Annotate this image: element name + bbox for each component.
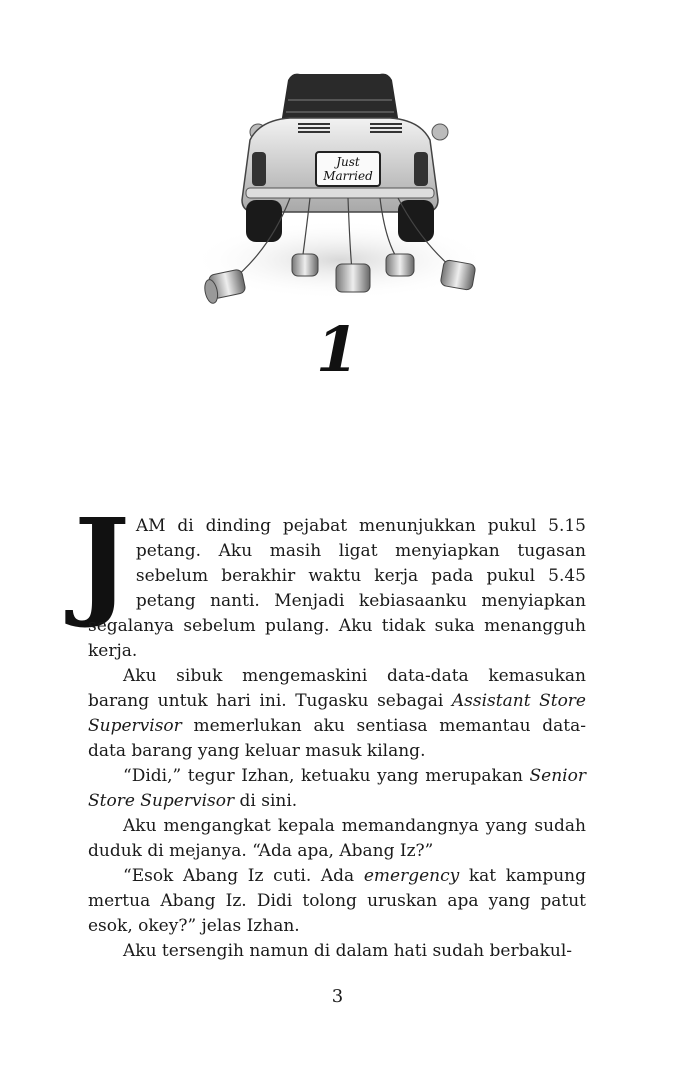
paragraph-2-text-b: memerlukan aku sentiasa memantau data-data barang yang keluar masuk kilang. [88,716,586,761]
paragraph-5-italic: emergency [363,866,460,886]
paragraph-3-text-a: “Didi,” tegur Izhan, ketuaku yang merupakan [123,766,530,786]
plate-text-line1: Just [336,155,360,169]
paragraph-3-text-b: di sini. [234,791,298,811]
just-married-car-illustration [180,60,500,320]
paragraph-5-text-a: “Esok Abang Iz cuti. Ada [123,866,364,886]
paragraph-6: Aku tersengih namun di dalam hati sudah berbakul- [123,941,573,961]
paragraph-3 [88,764,586,814]
paragraph-2-italic: Assistant Store Supervisor [88,691,586,736]
paragraph-1-text: AM di dinding pejabat menunjukkan pukul 5.15 petang. Aku masih ligat menyiapkan tugasan sebelum berakhir waktu kerja pada pukul 5.45 petang nanti. Menjadi kebiasaanku menyiapkan segalanya sebelum pulang. Aku tidak suka menangguh kerja. [88,516,586,661]
paragraph-2-text-a: Aku sibuk mengemaskini data-data kemasukan barang untuk hari ini. Tugasku sebagai [88,666,586,711]
drop-cap: J [74,492,130,631]
paragraph-5 [88,864,586,939]
paragraph-2 [88,664,586,764]
plate-text-line2: Married [323,169,373,183]
body-text [74,492,586,964]
chapter-number: 1 [315,313,360,386]
paragraph-1 [74,492,586,664]
paragraph-4: Aku mengangkat kepala memandangnya yang sudah duduk di mejanya. “Ada apa, Abang Iz?” [88,816,586,861]
paragraph-5-text-b: kat kampung mertua Abang Iz. Didi tolong uruskan apa yang patut esok, okey?” jelas Izhan. [88,866,586,936]
page-number: 3 [331,986,344,1007]
paragraph-3-italic: Senior Store Supervisor [88,766,586,811]
